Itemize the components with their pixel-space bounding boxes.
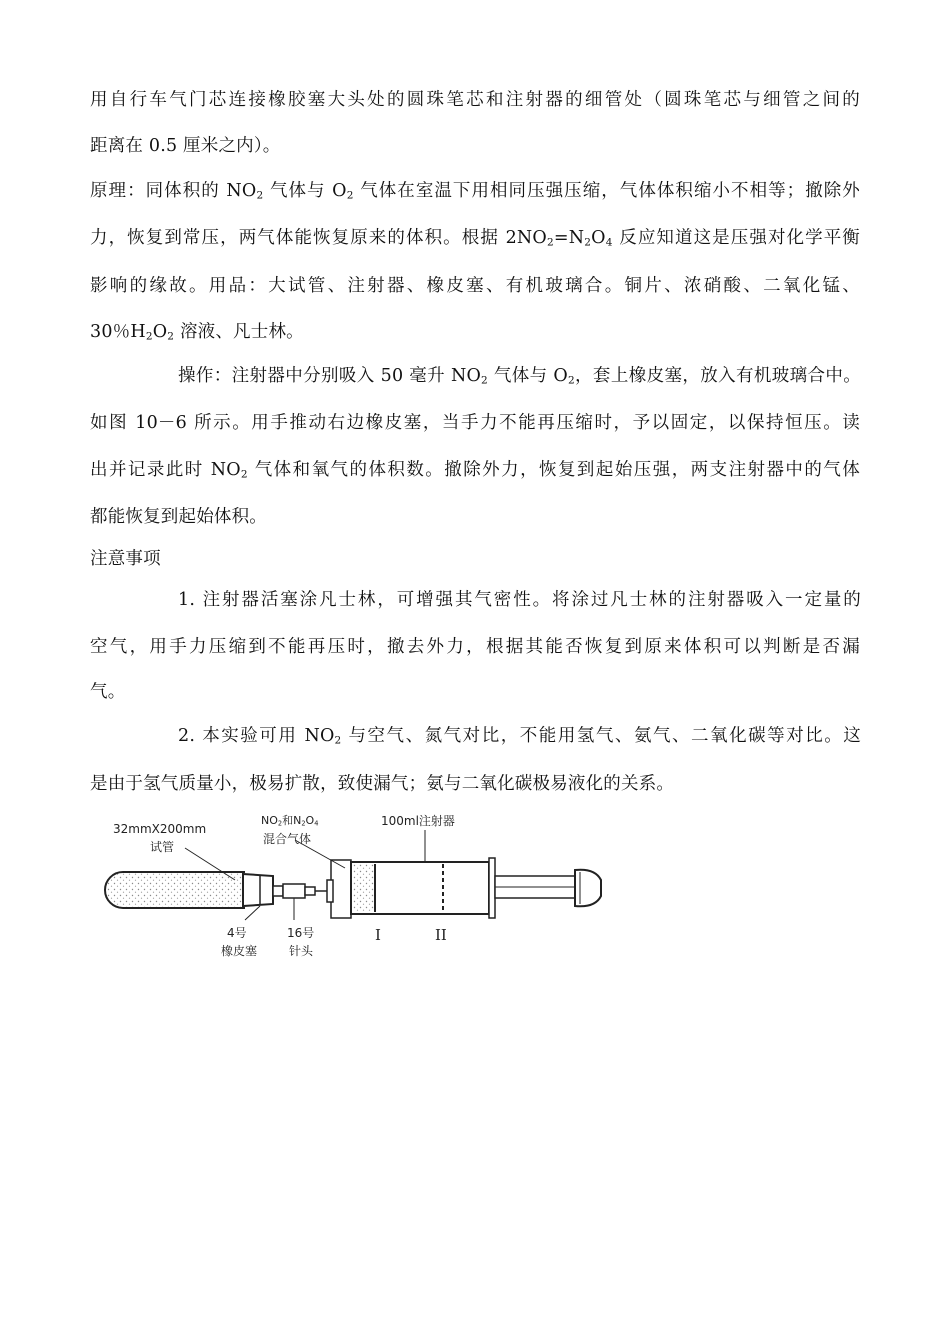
subscript: 2 <box>481 374 488 387</box>
text-line <box>90 678 125 703</box>
text-span: 气体与 O <box>487 366 568 386</box>
text-span: 距离在 0.5 厘米之内）。 <box>90 136 281 156</box>
text-line <box>90 224 860 249</box>
label-mark-2: II <box>435 926 447 944</box>
subscript: 2 <box>301 819 306 828</box>
label-gas-mix <box>261 812 318 828</box>
text-span: 是由于氢气质量小，极易扩散，致使漏气；氨与二氧化碳极易液化的关系。 <box>90 774 675 794</box>
text-line <box>178 362 861 387</box>
label-gas-mix-name: 混合气体 <box>263 832 312 846</box>
subscript: 2 <box>277 819 283 828</box>
text-span: 气体和氧气的体积数。撤除外力，恢复到起始压强，两支注射器中的气体 <box>247 460 860 480</box>
subscript: 2 <box>584 236 592 249</box>
text-span: ，套上橡皮塞，放入有机玻璃合中。 <box>574 366 861 386</box>
text-line <box>90 272 860 297</box>
text-span: 影响的缘故。用品：大试管、注射器、橡皮塞、有机玻璃合。铜片、浓硝酸、二氧化锰、 <box>90 276 860 296</box>
label-syringe: 100ml注射器 <box>381 814 455 828</box>
apparatus-figure <box>95 810 635 975</box>
text-span: O <box>152 322 168 342</box>
label-tube-size: 32mmX200mm <box>113 822 207 836</box>
label-stopper-no: 4号 <box>227 926 247 940</box>
text-span: O <box>591 228 606 248</box>
text-span: 1. 注射器活塞涂凡士林，可增强其气密性。将涂过凡士林的注射器吸入一定量的 <box>178 590 861 610</box>
text-span: 原理：同体积的 NO <box>90 181 257 201</box>
text-span: 注意事项 <box>90 549 161 569</box>
text-span: 都能恢复到起始体积。 <box>90 507 267 527</box>
text-line <box>90 177 860 202</box>
label-stopper-name: 橡皮塞 <box>221 944 258 958</box>
text-span: 溶液、凡士林。 <box>174 322 304 342</box>
test-tube <box>105 872 245 908</box>
label-tube-name: 试管 <box>150 840 175 854</box>
text-span: 气。 <box>90 682 126 702</box>
leader-line <box>245 906 260 920</box>
rubber-stopper <box>243 874 273 906</box>
subscript: 2 <box>346 189 354 202</box>
subscript: 2 <box>256 189 264 202</box>
subscript: 4 <box>314 819 319 828</box>
text-line <box>178 586 861 611</box>
text-span: 与空气、氮气对比，不能用氢气、氨气、二氧化碳等对比。这 <box>341 726 861 746</box>
text-line <box>90 633 860 658</box>
text-line <box>90 409 860 434</box>
text-span: 空气，用手力压缩到不能再压时，撤去外力，根据其能否恢复到原来体积可以判断是否漏 <box>90 637 860 657</box>
text-span: 力，恢复到常压，两气体能恢复原来的体积。根据 2NO <box>90 228 547 248</box>
text-span: 30％H <box>90 322 146 342</box>
needle-connector <box>273 884 327 898</box>
label-needle-no: 16号 <box>287 926 315 940</box>
text-span: 用自行车气门芯连接橡胶塞大头处的圆珠笔芯和注射器的细管处（圆珠笔芯与细管之间的 <box>90 90 860 110</box>
text-line <box>90 456 860 481</box>
text-line <box>90 503 267 528</box>
syringe <box>327 858 601 918</box>
subscript: 2 <box>567 374 575 387</box>
text-span: 气体与 O <box>263 181 347 201</box>
text-span: =N <box>553 228 585 248</box>
text-span: O <box>305 814 315 827</box>
text-span: 如图 10－6 所示。用手推动右边橡皮塞，当手力不能再压缩时，予以固定，以保持恒压。读 <box>90 413 860 433</box>
subscript: 2 <box>546 236 554 249</box>
subscript: 2 <box>145 330 153 343</box>
text-span: NO <box>261 814 278 827</box>
text-span: 出并记录此时 NO <box>90 460 241 480</box>
subscript: 4 <box>605 236 613 249</box>
text-line <box>178 722 861 747</box>
subscript: 2 <box>167 330 175 343</box>
section-heading <box>90 545 161 570</box>
text-line <box>90 86 860 111</box>
text-span: 和N <box>282 814 302 827</box>
text-line <box>90 132 281 157</box>
text-span: 2. 本实验可用 NO <box>178 726 335 746</box>
text-span: 气体在室温下用相同压强压缩，气体体积缩小不相等；撤除外 <box>353 181 860 201</box>
text-line <box>90 770 674 795</box>
text-span: 操作：注射器中分别吸入 50 毫升 NO <box>178 366 482 386</box>
label-needle-name: 针头 <box>289 944 314 958</box>
subscript: 2 <box>240 468 248 481</box>
label-mark-1: I <box>375 926 381 944</box>
subscript: 2 <box>334 734 342 747</box>
text-line <box>90 318 304 343</box>
text-span: 反应知道这是压强对化学平衡 <box>612 228 860 248</box>
